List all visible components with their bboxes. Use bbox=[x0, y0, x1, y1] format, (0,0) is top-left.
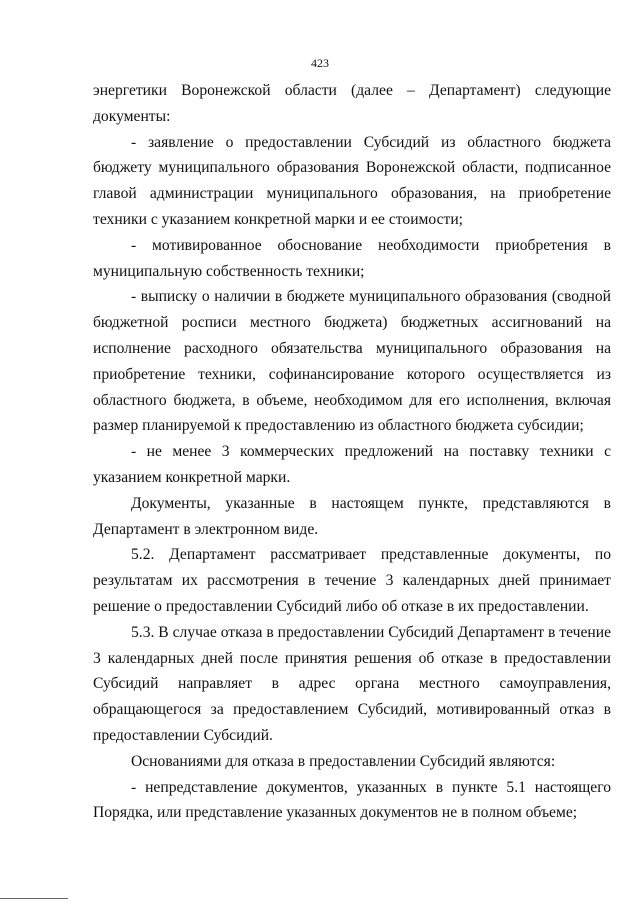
paragraph-continuation: энергетики Воронежской области (далее – Департамент) следующие документы: bbox=[93, 82, 611, 125]
paragraph-budget-extract: - выписку о наличии в бюджете муниципального образования (сводной бюджетной росписи местного бюджета) бюджетных ассигнований на исполнение расходного обязательства муниципального образования на приобретение техники, софинансирование которого осуществляется из областного бюджета, в объеме, необходимом для его исполнения, включая размер планируемой к предоставлению из областного бюджета субсидии; bbox=[93, 288, 611, 435]
paragraph-commercial-offers: - не менее 3 коммерческих предложений на поставку техники с указанием конкретной марки. bbox=[93, 443, 611, 486]
document-body bbox=[93, 78, 611, 826]
page-number: 423 bbox=[311, 56, 329, 70]
paragraph-electronic-submission: Документы, указанные в настоящем пункте, представляются в Департамент в электронном виде. bbox=[93, 494, 611, 538]
paragraph-non-submission: - непредставление документов, указанных в пункте 5.1 настоящего Порядка, или представление указанных документов не в полном объеме; bbox=[93, 778, 611, 822]
paragraph-justification: - мотивированное обоснование необходимости приобретения в муниципальную собственность техники; bbox=[93, 236, 611, 280]
paragraph-refusal-grounds: Основаниями для отказа в предоставлении Субсидий являются: bbox=[131, 752, 556, 770]
paragraph-5-3: 5.3. В случае отказа в предоставлении Субсидий Департамент в течение 3 календарных дней после принятия решения об отказе в предоставлении Субсидий направляет в адрес органа местного самоуправления, обращающегося за предоставлением Субсидий, мотивированный отказ в предоставлении Субсидий. bbox=[93, 623, 611, 744]
paragraph-5-2: 5.2. Департамент рассматривает представленные документы, по результатам их рассмотрения в течение 3 календарных дней принимает решение о предоставлении Субсидий либо об отказе в их предоставлении. bbox=[93, 546, 611, 615]
footer-rule bbox=[0, 898, 68, 899]
paragraph-application: - заявление о предоставлении Субсидий из областного бюджета бюджету муниципального образования Воронежской области, подписанное главой администрации муниципального образования, на приобретение техники с указанием конкретной марки и ее стоимости; bbox=[93, 133, 611, 228]
